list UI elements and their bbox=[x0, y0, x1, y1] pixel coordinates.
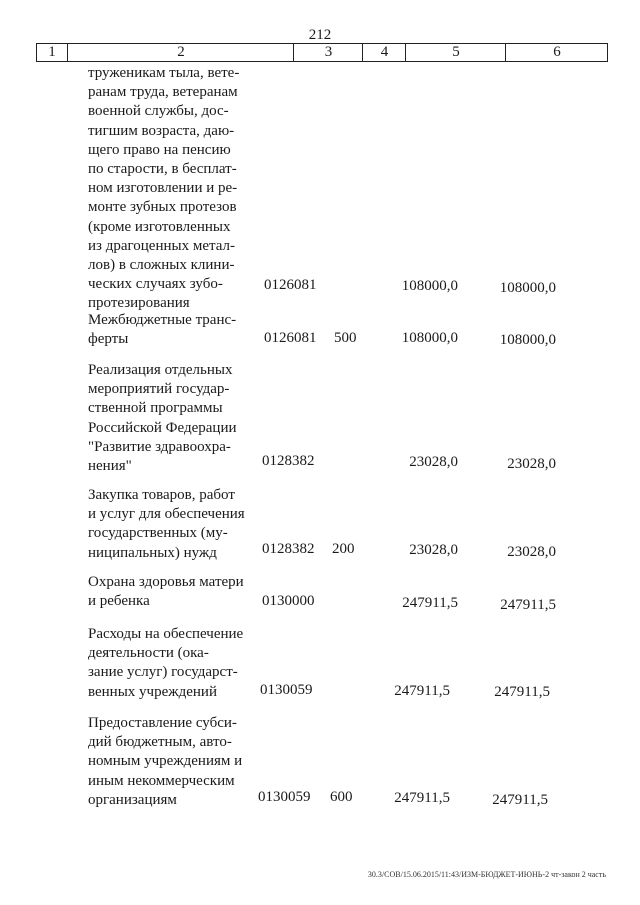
row-amount-col6: 23028,0 bbox=[507, 544, 556, 560]
column-header-row bbox=[36, 43, 608, 62]
column-header-1: 1 bbox=[48, 44, 56, 60]
page-number: 212 bbox=[308, 27, 332, 43]
row-code: 0130059 bbox=[260, 682, 313, 698]
row-amount-col6: 247911,5 bbox=[500, 597, 556, 613]
row-code: 0130000 bbox=[262, 593, 315, 609]
row-amount-col6: 108000,0 bbox=[499, 332, 556, 348]
row-amount-col6: 247911,5 bbox=[492, 792, 548, 808]
row-code: 0128382 bbox=[262, 541, 315, 557]
row-code: 0130059 bbox=[258, 789, 311, 805]
row-amount-col6: 23028,0 bbox=[507, 456, 556, 472]
column-header-4: 4 bbox=[362, 44, 406, 61]
column-header-3: 3 bbox=[293, 44, 363, 61]
row-amount-col5: 23028,0 bbox=[409, 454, 458, 470]
column-header-2: 2 bbox=[67, 44, 294, 61]
row-description: Межбюджетные транс- ферты bbox=[88, 312, 237, 348]
row-code: 0126081 bbox=[264, 277, 317, 293]
row-amount-col5: 247911,5 bbox=[394, 683, 450, 699]
row-description: Расходы на обеспечение деятельности (ока- зание услуг) государст- венных учреждений bbox=[88, 626, 244, 700]
row-type: 500 bbox=[334, 330, 357, 346]
row-description: труженикам тыла, вете- ранам труда, ветеранам военной службы, дос- тигшим возраста, даю- щего право на пенсию по старости, в бесплат- ном изготовлении и ре- монте зубных протезов (кроме изготовленных из драгоценных метал- лов) в сложных клини- ческих случаях зубо- протезирования bbox=[88, 65, 240, 312]
row-amount-col5: 247911,5 bbox=[402, 595, 458, 611]
row-amount-col5: 247911,5 bbox=[394, 790, 450, 806]
row-amount-col5: 108000,0 bbox=[401, 330, 458, 346]
row-amount-col5: 23028,0 bbox=[409, 542, 458, 558]
row-amount-col5: 108000,0 bbox=[401, 278, 458, 294]
document-footer-code: 30.3/СОВ/15.06.2015/11:43/ИЗМ-БЮДЖЕТ-ИЮНЬ-2 чт-закон 2 часть bbox=[367, 870, 606, 879]
row-type: 600 bbox=[330, 789, 353, 805]
column-header-6: 6 bbox=[505, 44, 608, 61]
column-header-5: 5 bbox=[405, 44, 506, 61]
row-description: Предоставление субси- дий бюджетным, авто- номным учреждениям и иным некоммерческим организациям bbox=[88, 715, 243, 808]
row-amount-col6: 108000,0 bbox=[499, 280, 556, 296]
row-type: 200 bbox=[332, 541, 355, 557]
row-description: Реализация отдельных мероприятий государ- ственной программы Российской Федерации "Развитие здравоохра- нения" bbox=[88, 362, 237, 475]
row-amount-col6: 247911,5 bbox=[494, 684, 550, 700]
row-code: 0128382 bbox=[262, 453, 315, 469]
row-code: 0126081 bbox=[264, 330, 317, 346]
row-description: Охрана здоровья матери и ребенка bbox=[88, 574, 244, 610]
row-description: Закупка товаров, работ и услуг для обеспечения государственных (му- ниципальных) нужд bbox=[88, 487, 245, 561]
